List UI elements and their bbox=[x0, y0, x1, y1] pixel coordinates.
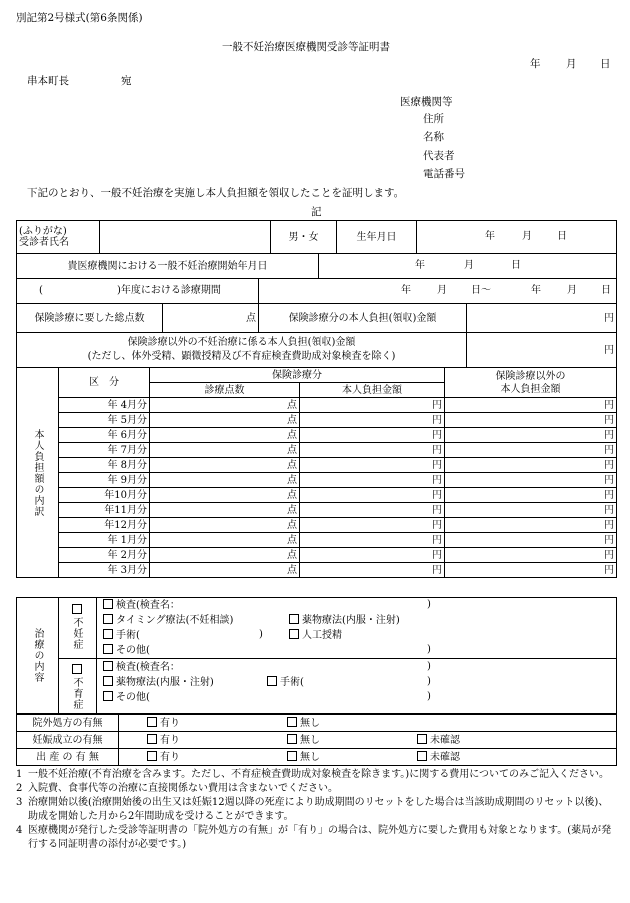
month-label: 年10月分 bbox=[59, 488, 150, 503]
checkbox-icon bbox=[103, 691, 113, 701]
patient-table bbox=[16, 220, 617, 254]
ki-marker: 記 bbox=[311, 206, 322, 218]
institution-name-label: 名称 bbox=[423, 131, 444, 143]
non-insured-cell[interactable]: 円 bbox=[445, 488, 617, 503]
address-label: 住所 bbox=[423, 113, 444, 125]
infertility-label: 不妊症 bbox=[71, 617, 82, 650]
non-insured-cell[interactable]: 円 bbox=[445, 428, 617, 443]
points-cell[interactable]: 点 bbox=[150, 428, 300, 443]
inf-drug-option[interactable]: 薬物療法(内服・注射) bbox=[289, 614, 400, 626]
non-insured-cell[interactable]: 円 bbox=[445, 413, 617, 428]
points-cell[interactable]: 点 bbox=[150, 413, 300, 428]
non-insured-cell[interactable]: 円 bbox=[445, 443, 617, 458]
institution-label: 医療機関等 bbox=[400, 96, 453, 108]
recurrent-label: 不育症 bbox=[71, 677, 82, 710]
table-row bbox=[17, 563, 617, 578]
self-amount-cell[interactable]: 円 bbox=[300, 473, 445, 488]
period-table bbox=[16, 278, 617, 304]
checkbox-icon bbox=[287, 734, 297, 744]
birth-yes[interactable]: 有り bbox=[147, 751, 180, 763]
month-label: 年11月分 bbox=[59, 503, 150, 518]
non-insured-field[interactable]: 円 bbox=[467, 333, 617, 368]
month-label: 年 5月分 bbox=[59, 413, 150, 428]
table-row bbox=[17, 398, 617, 413]
month-label: 年 8月分 bbox=[59, 458, 150, 473]
addressee-suffix: 宛 bbox=[121, 75, 132, 87]
self-amount-cell[interactable]: 円 bbox=[300, 488, 445, 503]
month-label: 年 3月分 bbox=[59, 563, 150, 578]
self-amount-cell[interactable]: 円 bbox=[300, 563, 445, 578]
note-item: 1 一般不妊治療(不育治療を含みます。ただし、不育症検査費助成対象検査を除きます。)に関する費用についてのみご記入ください。 bbox=[16, 769, 610, 780]
checkbox-icon bbox=[103, 629, 113, 639]
self-amount-cell[interactable]: 円 bbox=[300, 518, 445, 533]
checkbox-icon bbox=[417, 751, 427, 761]
pregnancy-options bbox=[119, 732, 617, 749]
self-amount-cell[interactable]: 円 bbox=[300, 413, 445, 428]
self-amount-header: 本人負担金額 bbox=[300, 383, 445, 398]
non-insured-cell[interactable]: 円 bbox=[445, 563, 617, 578]
rec-surgery-option[interactable]: 手術( bbox=[267, 676, 304, 688]
dob-label: 生年月日 bbox=[337, 221, 417, 254]
inf-surgery-option[interactable]: 手術( bbox=[103, 629, 140, 641]
outside-rx-options bbox=[119, 715, 617, 732]
rec-surgery-close: ) bbox=[427, 676, 431, 687]
dob-field[interactable]: 年 月 日 bbox=[417, 221, 617, 254]
checkbox-icon bbox=[147, 734, 157, 744]
month-label: 年 6月分 bbox=[59, 428, 150, 443]
table-row bbox=[17, 458, 617, 473]
inf-insemination-option[interactable]: 人工授精 bbox=[289, 629, 342, 641]
rec-exam-close: ) bbox=[427, 661, 431, 672]
issue-date-month: 月 bbox=[566, 58, 577, 70]
table-row bbox=[17, 428, 617, 443]
breakdown-table bbox=[16, 367, 617, 578]
infertility-options bbox=[97, 598, 617, 659]
self-amount-cell[interactable]: 円 bbox=[300, 548, 445, 563]
representative-label: 代表者 bbox=[423, 150, 455, 162]
outside-rx-label: 院外処方の有無 bbox=[17, 715, 119, 732]
document-title: 一般不妊治療医療機関受診等証明書 bbox=[222, 41, 390, 53]
pregnancy-yes[interactable]: 有り bbox=[147, 734, 180, 746]
start-date-table bbox=[16, 253, 617, 279]
month-label: 年 2月分 bbox=[59, 548, 150, 563]
non-insured-cell[interactable]: 円 bbox=[445, 503, 617, 518]
non-insured-cell[interactable]: 円 bbox=[445, 398, 617, 413]
insured-self-pay-label: 保険診療分の本人負担(領収)金額 bbox=[259, 304, 467, 333]
checkbox-icon bbox=[103, 599, 113, 609]
inf-surgery-close: ) bbox=[259, 629, 263, 640]
self-amount-cell[interactable]: 円 bbox=[300, 533, 445, 548]
rec-other-close: ) bbox=[427, 691, 431, 702]
checkbox-icon bbox=[147, 751, 157, 761]
non-insured-table bbox=[16, 332, 617, 368]
rec-exam-option[interactable]: 検査(検査名： bbox=[103, 661, 180, 673]
kubun-header: 区 分 bbox=[59, 368, 150, 398]
treatment-table bbox=[16, 597, 617, 714]
checkbox-icon bbox=[103, 614, 113, 624]
table-row bbox=[17, 413, 617, 428]
checkbox-icon bbox=[287, 751, 297, 761]
form-number: 別記第2号様式(第6条関係) bbox=[16, 12, 143, 24]
month-label: 年 7月分 bbox=[59, 443, 150, 458]
issue-date-year: 年 bbox=[530, 58, 541, 70]
infertility-group bbox=[59, 598, 97, 659]
fiscal-year-label[interactable]: ( )年度における診療期間 bbox=[17, 279, 259, 304]
checkbox-icon bbox=[289, 629, 299, 639]
points-cell[interactable]: 点 bbox=[150, 518, 300, 533]
insured-header: 保険診療分 bbox=[150, 368, 445, 383]
outside-rx-yes[interactable]: 有り bbox=[147, 717, 180, 729]
insured-self-pay-field[interactable]: 円 bbox=[467, 304, 617, 333]
recurrent-options bbox=[97, 659, 617, 714]
month-label: 年 9月分 bbox=[59, 473, 150, 488]
recurrent-checkbox[interactable] bbox=[72, 664, 82, 674]
non-insured-cell[interactable]: 円 bbox=[445, 548, 617, 563]
total-points-field[interactable]: 点 bbox=[163, 304, 259, 333]
start-date-label: 貴医療機関における一般不妊治療開始年月日 bbox=[17, 254, 319, 279]
phone-label: 電話番号 bbox=[423, 168, 465, 180]
checkbox-icon bbox=[289, 614, 299, 624]
gender-select[interactable]: 男・女 bbox=[271, 221, 337, 254]
pregnancy-label: 妊娠成立の有無 bbox=[17, 732, 119, 749]
total-points-label: 保険診療に要した総点数 bbox=[17, 304, 163, 333]
note-item: 3 治療開始以後(治療開始後の出生又は妊娠12週以降の死産により助成期間のリセットをした場合は当該助成期間のリセット以後)、助成を開始した月から2年間助成を受けることができます。 bbox=[16, 797, 609, 822]
table-row bbox=[17, 488, 617, 503]
self-amount-cell[interactable]: 円 bbox=[300, 458, 445, 473]
non-insured-amount-header: 保険診療以外の 本人負担金額 bbox=[445, 368, 617, 398]
self-amount-cell[interactable]: 円 bbox=[300, 503, 445, 518]
checkbox-icon bbox=[103, 661, 113, 671]
start-date-field[interactable]: 年 月 日 bbox=[319, 254, 617, 279]
self-amount-cell[interactable]: 円 bbox=[300, 398, 445, 413]
issue-date-day: 日 bbox=[600, 58, 611, 70]
table-row bbox=[17, 443, 617, 458]
checkbox-icon bbox=[147, 717, 157, 727]
breakdown-side-label: 本人負担額の内訳 bbox=[17, 368, 59, 578]
notes bbox=[16, 768, 616, 852]
rec-other-option[interactable]: その他( bbox=[103, 691, 150, 703]
addressee: 串本町長 bbox=[27, 75, 69, 87]
insured-total-table bbox=[16, 303, 617, 333]
self-amount-cell[interactable]: 円 bbox=[300, 428, 445, 443]
non-insured-label: 保険診療以外の不妊治療に係る本人負担(領収)金額 (ただし、体外受精、顕微授精及び不育症検査費助成対象検査を除く) bbox=[17, 333, 467, 368]
points-cell[interactable]: 点 bbox=[150, 548, 300, 563]
infertility-checkbox[interactable] bbox=[72, 604, 82, 614]
checkbox-icon bbox=[417, 734, 427, 744]
certification-statement: 下記のとおり、一般不妊治療を実施し本人負担額を領収したことを証明します。 bbox=[27, 187, 405, 199]
table-row bbox=[17, 473, 617, 488]
non-insured-cell[interactable]: 円 bbox=[445, 533, 617, 548]
table-row bbox=[17, 533, 617, 548]
patient-name-label: (ふりがな) 受診者氏名 bbox=[17, 221, 100, 254]
points-cell[interactable]: 点 bbox=[150, 458, 300, 473]
note-item: 2 入院費、食事代等の治療に直接関係ない費用は含まないでください。 bbox=[16, 783, 338, 794]
treatment-side-label: 治療の内容 bbox=[17, 598, 59, 714]
inf-exam-option[interactable]: 検査(検査名： bbox=[103, 599, 180, 611]
checkbox-icon bbox=[103, 644, 113, 654]
note-item: 4 医療機関が発行した受診等証明書の「院外処方の有無」が「有り」の場合は、院外処方に要した費用も対象となります。(薬局が発行する同証明書の添付が必要です。) bbox=[16, 825, 612, 850]
checkbox-icon bbox=[287, 717, 297, 727]
checkbox-icon bbox=[267, 676, 277, 686]
patient-name-field[interactable] bbox=[100, 221, 271, 254]
non-insured-cell[interactable]: 円 bbox=[445, 458, 617, 473]
points-cell[interactable]: 点 bbox=[150, 563, 300, 578]
pregnancy-no[interactable]: 無し bbox=[287, 734, 320, 746]
inf-other-option[interactable]: その他( bbox=[103, 644, 150, 656]
outside-rx-no[interactable]: 無し bbox=[287, 717, 320, 729]
inf-other-close: ) bbox=[427, 644, 431, 655]
non-insured-cell[interactable]: 円 bbox=[445, 473, 617, 488]
birth-unconfirmed[interactable]: 未確認 bbox=[417, 751, 460, 763]
rec-drug-option[interactable]: 薬物療法(内服・注射) bbox=[103, 676, 214, 688]
points-cell[interactable]: 点 bbox=[150, 398, 300, 413]
month-label: 年 4月分 bbox=[59, 398, 150, 413]
points-cell[interactable]: 点 bbox=[150, 533, 300, 548]
non-insured-cell[interactable]: 円 bbox=[445, 518, 617, 533]
birth-label: 出 産 の 有 無 bbox=[17, 749, 119, 766]
recurrent-group bbox=[59, 659, 97, 714]
points-header: 診療点数 bbox=[150, 383, 300, 398]
period-field[interactable]: 年 月 日～ 年 月 日 bbox=[259, 279, 617, 304]
points-cell[interactable]: 点 bbox=[150, 503, 300, 518]
birth-options bbox=[119, 749, 617, 766]
table-row bbox=[17, 548, 617, 563]
month-label: 年12月分 bbox=[59, 518, 150, 533]
points-cell[interactable]: 点 bbox=[150, 443, 300, 458]
table-row bbox=[17, 518, 617, 533]
table-row bbox=[17, 503, 617, 518]
month-label: 年 1月分 bbox=[59, 533, 150, 548]
points-cell[interactable]: 点 bbox=[150, 473, 300, 488]
checkbox-icon bbox=[103, 676, 113, 686]
birth-no[interactable]: 無し bbox=[287, 751, 320, 763]
pregnancy-unconfirmed[interactable]: 未確認 bbox=[417, 734, 460, 746]
inf-exam-close: ) bbox=[427, 599, 431, 610]
self-amount-cell[interactable]: 円 bbox=[300, 443, 445, 458]
flags-table bbox=[16, 714, 617, 766]
inf-timing-option[interactable]: タイミング療法(不妊相談) bbox=[103, 614, 233, 626]
points-cell[interactable]: 点 bbox=[150, 488, 300, 503]
